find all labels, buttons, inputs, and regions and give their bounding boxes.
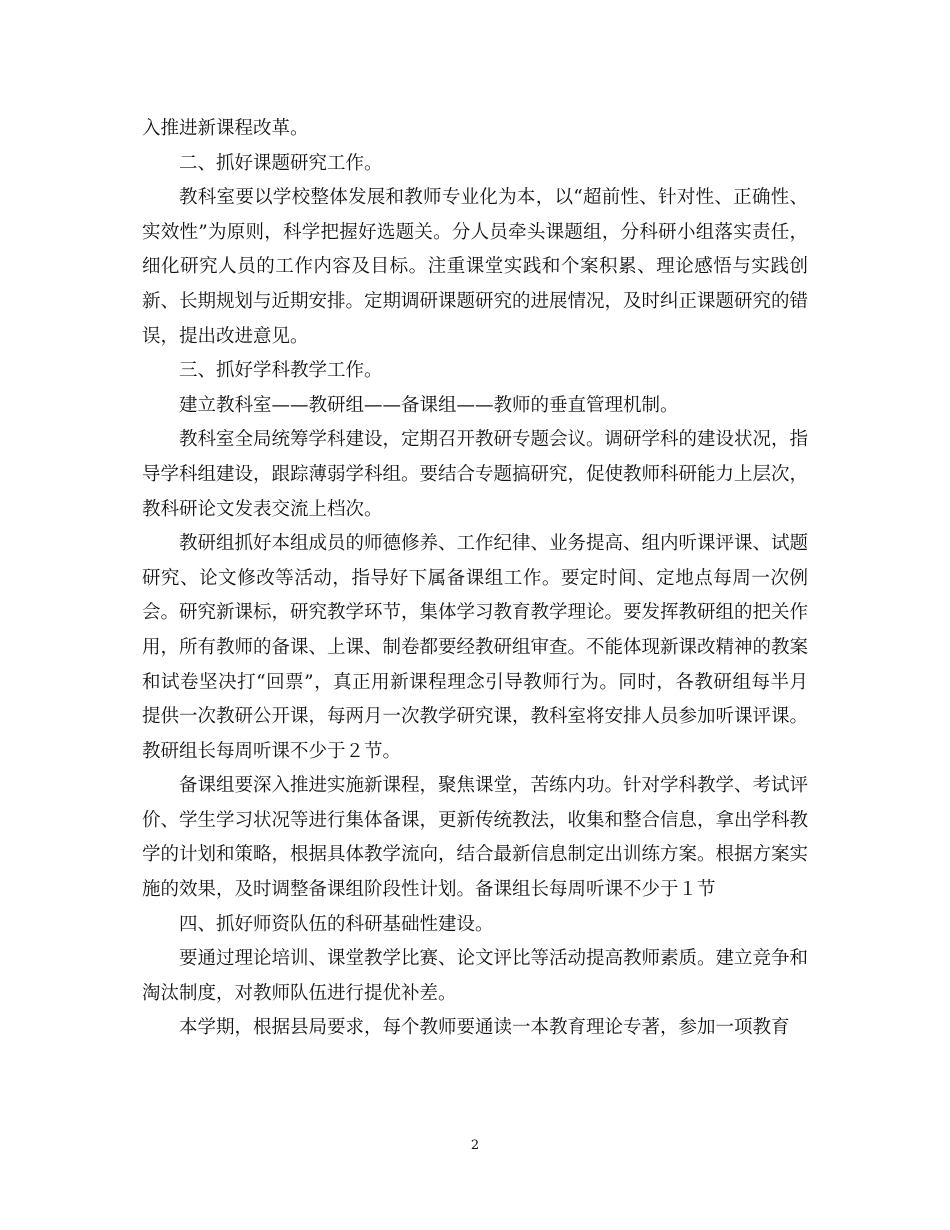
paragraph-continuation: 入推进新课程改革。: [142, 118, 309, 139]
section-heading-2: 二、抓好课题研究工作。: [179, 152, 383, 174]
paragraph-lesson-group: 备课组要深入推进实施新课程，聚焦课堂，苦练内功。针对学科教学、考试评价、学生学习状况等进行集体备课，更新传统教法，收集和整合信息，拿出学科教学的计划和策略，根据具体教学流向，结合最新信息制定出训练方案。根据方案实施的效果，及时调整备课组阶段性计划。备课组长每周听课不少于１节: [142, 775, 809, 901]
paragraph-teacher-quality: 要通过理论培训、课堂教学比赛、论文评比等活动提高教师素质。建立竞争和淘汰制度，对教师队伍进行提优补差。: [142, 948, 809, 1004]
paragraph-teaching-group: 教研组抓好本组成员的师德修养、工作纪律、业务提高、组内听课评课、试题研究、论文修改等活动，指导好下属备课组工作。要定时间、定地点每周一次例会。研究新课标，研究教学环节，集体学习教育教学理论。要发挥教研组的把关作用，所有教师的备课、上课、制卷都要经教研组审查。不能体现新课改精神的教案和试卷坚决打“回票”，真正用新课程理念引导教师行为。同时，各教研组每半月提供一次教研公开课，每两月一次教学研究课，教科室将安排人员参加听课评课。教研组长每周听课不少于２节。: [142, 533, 809, 762]
paragraph-management-mechanism: 建立教科室——教研组——备课组——教师的垂直管理机制。: [179, 394, 679, 416]
paragraph-research: 教科室要以学校整体发展和教师专业化为本，以“超前性、针对性、正确性、实效性”为原则，科学把握好选题关。分人员牵头课题组，分科研小组落实责任，细化研究人员的工作内容及目标。注重课堂实践和个案积累、理论感悟与实践创新、长期规划与近期安排。定期调研课题研究的进展情况，及时纠正课题研究的错误，提出改进意见。: [142, 187, 809, 347]
section-heading-4: 四、抓好师资队伍的科研基础性建设。: [179, 913, 494, 935]
section-heading-3: 三、抓好学科教学工作。: [179, 360, 383, 382]
page-number: 2: [470, 1138, 480, 1153]
document-body: [142, 112, 808, 1046]
paragraph-research-office: 教科室全局统筹学科建设，定期召开教研专题会议。调研学科的建设状况，指导学科组建设，跟踪薄弱学科组。要结合专题搞研究，促使教师科研能力上层次，教科研论文发表交流上档次。: [142, 429, 809, 520]
paragraph-semester-reading: 本学期，根据县局要求，每个教师要通读一本教育理论专著，参加一项教育: [179, 1017, 790, 1039]
